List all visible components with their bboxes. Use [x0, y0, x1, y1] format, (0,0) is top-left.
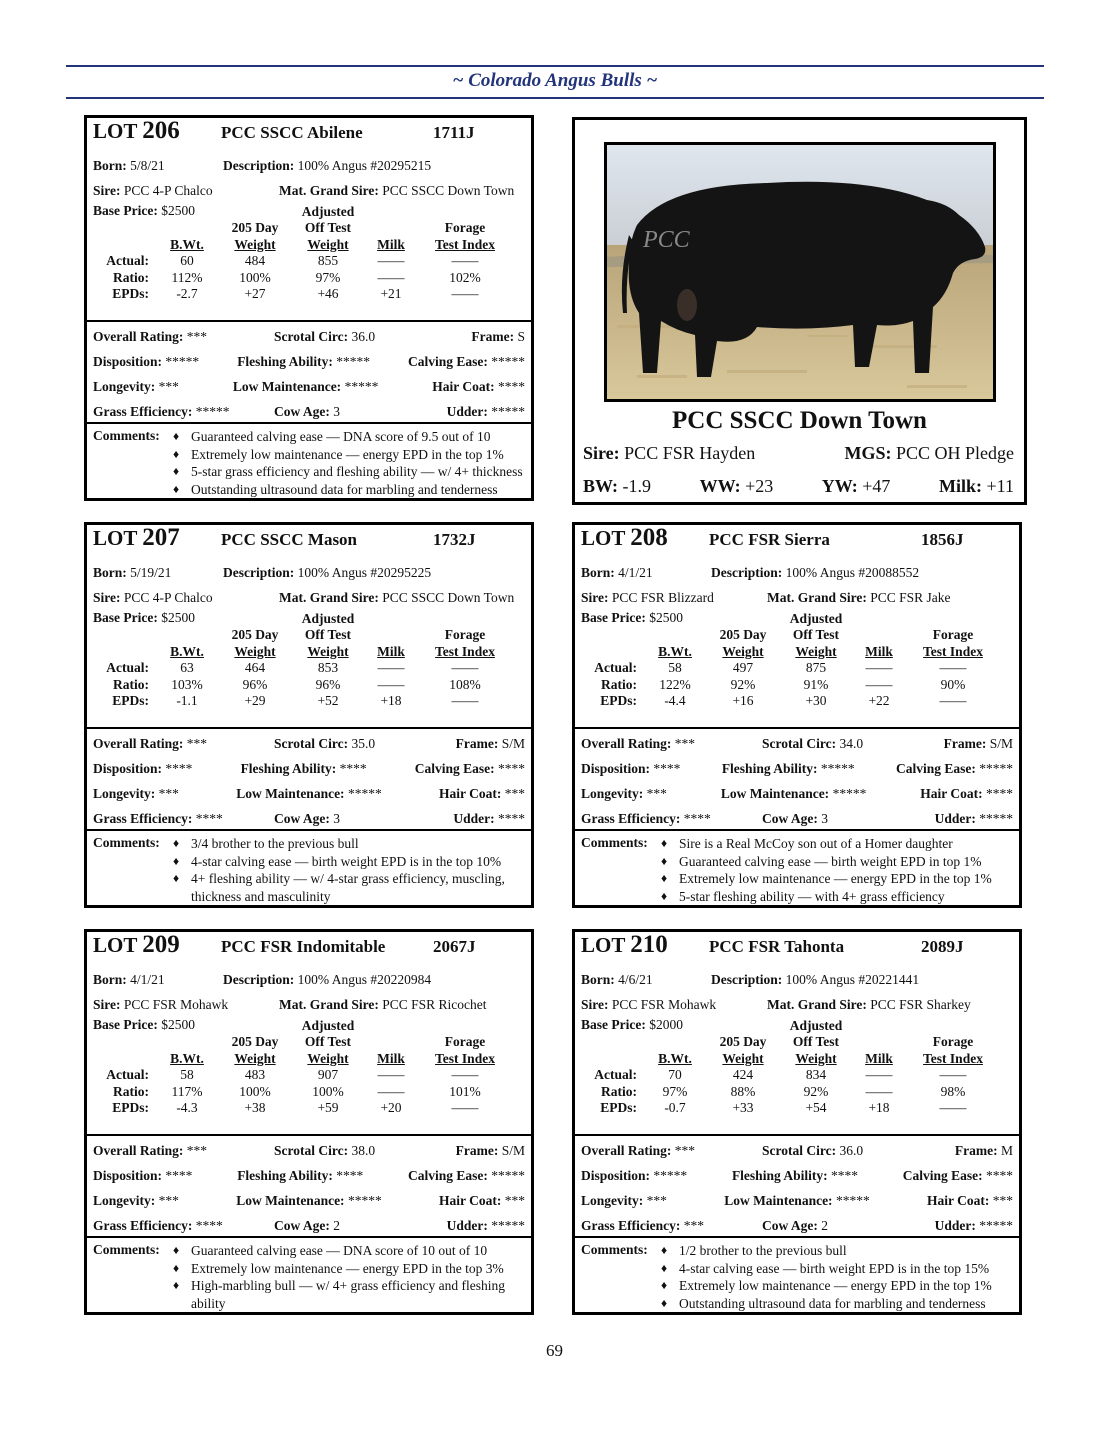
perf-row-ratio: Ratio: 97% 88% 92% —— 98% — [601, 1083, 966, 1099]
sire-line: Sire: PCC 4-P Chalco Mat. Grand Sire: PCC SSCC Down Town — [93, 589, 515, 605]
comment-item: ♦ Guaranteed calving ease — DNA score of 9.5 out of 10 — [173, 428, 523, 446]
comment-item: ♦ Extremely low maintenance — energy EPD in the top 1% — [661, 1277, 992, 1295]
ratings-block: Overall Rating: *** Scrotal Circ: 38.0 Frame: S/M Disposition: **** Fleshing Ability: **** Calving Ease: ***** Longevity: *** Low Maintenance: ***** Hair Coat: *** Grass Efficiency: **** Cow Age: 2 Udder: ***** — [87, 1134, 531, 1238]
performance-table: Adjusted 205 Day Off Test Forage B.Wt. Weight Weight Milk Test Index Actual: 63 464 853 —— —— Ratio: 103% 96% 96% —— 108% EPDs: -1.1 +29 +52 +18 —— — [93, 610, 511, 709]
comment-item: ♦ Outstanding ultrasound data for marbling and tenderness — [173, 481, 523, 499]
comment-item: ♦ 1/2 brother to the previous bull — [661, 1242, 992, 1260]
ratings-block: Overall Rating: *** Scrotal Circ: 36.0 Frame: M Disposition: ***** Fleshing Ability: **** Calving Ease: **** Longevity: *** Low Maintenance: ***** Hair Coat: *** Grass Efficiency: *** Cow Age: 2 Udder: ***** — [575, 1134, 1019, 1238]
perf-row-actual: Actual: 63 464 853 —— —— — [106, 660, 479, 675]
performance-table: Adjusted 205 Day Off Test Forage B.Wt. Weight Weight Milk Test Index Actual: 60 484 855 —— —— Ratio: 112% 100% 97% —— 102% EPDs: -2.7 +27 +46 +21 —— — [93, 203, 511, 302]
comment-item: ♦ 4-star calving ease — birth weight EPD is in the top 10% — [173, 853, 525, 871]
base-price: Base Price: $2500 — [93, 203, 195, 218]
comment-item: ♦ Sire is a Real McCoy son out of a Homer daughter — [661, 835, 992, 853]
perf-row-actual: Actual: 70 424 834 —— —— — [594, 1067, 967, 1082]
ratings-block: Overall Rating: *** Scrotal Circ: 36.0 Frame: S Disposition: ***** Fleshing Ability: ***** Calving Ease: ***** Longevity: *** Low Maintenance: ***** Hair Coat: **** Grass Efficiency: ***** Cow Age: 3 Udder: ***** — [87, 320, 531, 424]
perf-row-actual: Actual: 58 483 907 —— —— — [106, 1067, 479, 1082]
born-line: Born: 4/6/21 Description: 100% Angus #20221441 — [581, 971, 920, 987]
performance-table: Adjusted 205 Day Off Test Forage B.Wt. Weight Weight Milk Test Index Actual: 70 424 834 —— —— Ratio: 97% 88% 92% —— 98% EPDs: -0.7 +33 +54 +18 —— — [581, 1017, 999, 1116]
comment-item: ♦ Extremely low maintenance — energy EPD in the top 1% — [173, 446, 523, 464]
comment-item: ♦ 4+ fleshing ability — w/ 4-star grass efficiency, muscling, thickness and masculinity — [173, 870, 525, 905]
lot-number: LOT 207 — [93, 524, 180, 551]
featured-epds: BW: -1.9 WW: +23 YW: +47 Milk: +11 — [583, 476, 1014, 496]
perf-row-ratio: Ratio: 117% 100% 100% —— 101% — [113, 1083, 481, 1099]
lot-number: LOT 209 — [93, 931, 180, 958]
bull-photo — [604, 142, 996, 402]
comments-block: Comments: ♦ 1/2 brother to the previous bull ♦ 4-star calving ease — birth weight EPD is in the top 15% ♦ Extremely low maintenance — energy EPD in the top 1% ♦ Outstanding ultrasound data for marbling and tenderness — [575, 1238, 1019, 1316]
bull-name: PCC SSCC Abilene — [221, 123, 363, 142]
perf-row-epds: EPDs: -2.7 +27 +46 +21 —— — [112, 286, 479, 301]
sire-line: Sire: PCC 4-P Chalco Mat. Grand Sire: PCC SSCC Down Town — [93, 182, 515, 198]
lot-card-209 — [84, 929, 534, 1315]
lot-card-207 — [84, 522, 534, 908]
performance-table: Adjusted 205 Day Off Test Forage B.Wt. Weight Weight Milk Test Index Actual: 58 483 907 —— —— Ratio: 117% 100% 100% —— 101% EPDs: -4.3 +38 +59 +20 —— — [93, 1017, 511, 1116]
tag-number: 2089J — [921, 937, 964, 956]
perf-row-ratio: Ratio: 103% 96% 96% —— 108% — [113, 676, 481, 692]
svg-text:PCC: PCC — [643, 227, 690, 253]
comment-item: ♦ 4-star calving ease — birth weight EPD is in the top 15% — [661, 1260, 992, 1278]
bull-name: PCC FSR Indomitable — [221, 937, 386, 956]
tag-number: 1711J — [433, 123, 475, 142]
perf-row-epds: EPDs: -0.7 +33 +54 +18 —— — [600, 1100, 967, 1115]
page-title: ~ Colorado Angus Bulls ~ — [452, 70, 658, 91]
comment-item: ♦ 5-star grass efficiency and fleshing ability — w/ 4+ thickness — [173, 463, 523, 481]
comment-item: ♦ Guaranteed calving ease — DNA score of 10 out of 10 — [173, 1242, 525, 1260]
bull-photo-image — [607, 145, 993, 399]
perf-row-epds: EPDs: -4.3 +38 +59 +20 —— — [112, 1100, 479, 1115]
comment-item: ♦ 5-star fleshing ability — with 4+ grass efficiency — [661, 888, 992, 906]
perf-row-ratio: Ratio: 112% 100% 97% —— 102% — [113, 269, 481, 285]
lot-card-210 — [572, 929, 1022, 1315]
comments-block: Comments: ♦ Guaranteed calving ease — DNA score of 10 out of 10 ♦ Extremely low maintenance — energy EPD in the top 3% ♦ High-marbling bull — w/ 4+ grass efficiency and fleshing ability — [87, 1238, 531, 1316]
featured-pedigree: Sire: PCC FSR Hayden MGS: PCC OH Pledge — [583, 443, 1014, 463]
born-line: Born: 5/19/21 Description: 100% Angus #20295225 — [93, 564, 432, 580]
sire-line: Sire: PCC FSR Mohawk Mat. Grand Sire: PCC FSR Sharkey — [581, 996, 971, 1012]
comment-item: ♦ Extremely low maintenance — energy EPD in the top 3% — [173, 1260, 525, 1278]
sire-line: Sire: PCC FSR Mohawk Mat. Grand Sire: PCC FSR Ricochet — [93, 996, 487, 1012]
perf-row-ratio: Ratio: 122% 92% 91% —— 90% — [601, 676, 966, 692]
comment-item: ♦ Outstanding ultrasound data for marbling and tenderness — [661, 1295, 992, 1313]
comments-block: Comments: ♦ 3/4 brother to the previous bull ♦ 4-star calving ease — birth weight EPD is in the top 10% ♦ 4+ fleshing ability — w/ 4-star grass efficiency, muscling, thickness and masculinity — [87, 831, 531, 909]
comment-item: ♦ Guaranteed calving ease — birth weight EPD in top 1% — [661, 853, 992, 871]
tag-number: 2067J — [433, 937, 476, 956]
ratings-block: Overall Rating: *** Scrotal Circ: 34.0 Frame: S/M Disposition: **** Fleshing Ability: ***** Calving Ease: ***** Longevity: *** Low Maintenance: ***** Hair Coat: **** Grass Efficiency: **** Cow Age: 3 Udder: ***** — [575, 727, 1019, 831]
perf-row-epds: EPDs: -4.4 +16 +30 +22 —— — [600, 693, 967, 708]
comment-item: ♦ Extremely low maintenance — energy EPD in the top 1% — [661, 870, 992, 888]
perf-row-epds: EPDs: -1.1 +29 +52 +18 —— — [112, 693, 479, 708]
tag-number: 1856J — [921, 530, 964, 549]
ratings-block: Overall Rating: *** Scrotal Circ: 35.0 Frame: S/M Disposition: **** Fleshing Ability: **** Calving Ease: **** Longevity: *** Low Maintenance: ***** Hair Coat: *** Grass Efficiency: **** Cow Age: 3 Udder: **** — [87, 727, 531, 831]
featured-sire-name: PCC SSCC Down Town — [672, 407, 927, 434]
lot-number: LOT 210 — [581, 931, 668, 958]
sire-line: Sire: PCC FSR Blizzard Mat. Grand Sire: PCC FSR Jake — [581, 589, 951, 605]
born-line: Born: 4/1/21 Description: 100% Angus #20088552 — [581, 564, 920, 580]
comment-item: ♦ 3/4 brother to the previous bull — [173, 835, 525, 853]
bull-name: PCC FSR Tahonta — [709, 937, 845, 956]
base-price: Base Price: $2000 — [581, 1017, 683, 1032]
lot-number: LOT 208 — [581, 524, 668, 551]
header-rule-bottom — [66, 97, 1044, 99]
lot-card-208 — [572, 522, 1022, 908]
base-price: Base Price: $2500 — [93, 1017, 195, 1032]
lot-card-206 — [84, 115, 534, 501]
bull-name: PCC FSR Sierra — [709, 530, 830, 549]
comments-block: Comments: ♦ Sire is a Real McCoy son out of a Homer daughter ♦ Guaranteed calving ease — birth weight EPD in top 1% ♦ Extremely low maintenance — energy EPD in the top 1% ♦ 5-star fleshing ability — with 4+ grass efficiency — [575, 831, 1019, 909]
page-number: 69 — [546, 1341, 563, 1360]
comments-block: Comments: ♦ Guaranteed calving ease — DNA score of 9.5 out of 10 ♦ Extremely low maintenance — energy EPD in the top 1% ♦ 5-star grass efficiency and fleshing ability — w/ 4+ thickness ♦ Outstanding ultrasound data for marbling and tenderness — [87, 424, 531, 502]
bull-name: PCC SSCC Mason — [221, 530, 358, 549]
perf-row-actual: Actual: 60 484 855 —— —— — [106, 253, 479, 268]
comment-item: ♦ High-marbling bull — w/ 4+ grass efficiency and fleshing ability — [173, 1277, 525, 1312]
performance-table: Adjusted 205 Day Off Test Forage B.Wt. Weight Weight Milk Test Index Actual: 58 497 875 —— —— Ratio: 122% 92% 91% —— 90% EPDs: -4.4 +16 +30 +22 —— — [581, 610, 999, 709]
tag-number: 1732J — [433, 530, 476, 549]
born-line: Born: 4/1/21 Description: 100% Angus #20220984 — [93, 971, 432, 987]
base-price: Base Price: $2500 — [581, 610, 683, 625]
header-rule-top — [66, 65, 1044, 67]
base-price: Base Price: $2500 — [93, 610, 195, 625]
born-line: Born: 5/8/21 Description: 100% Angus #20295215 — [93, 157, 432, 173]
featured-sire-card — [572, 117, 1027, 505]
perf-row-actual: Actual: 58 497 875 —— —— — [594, 660, 967, 675]
lot-number: LOT 206 — [93, 117, 180, 144]
